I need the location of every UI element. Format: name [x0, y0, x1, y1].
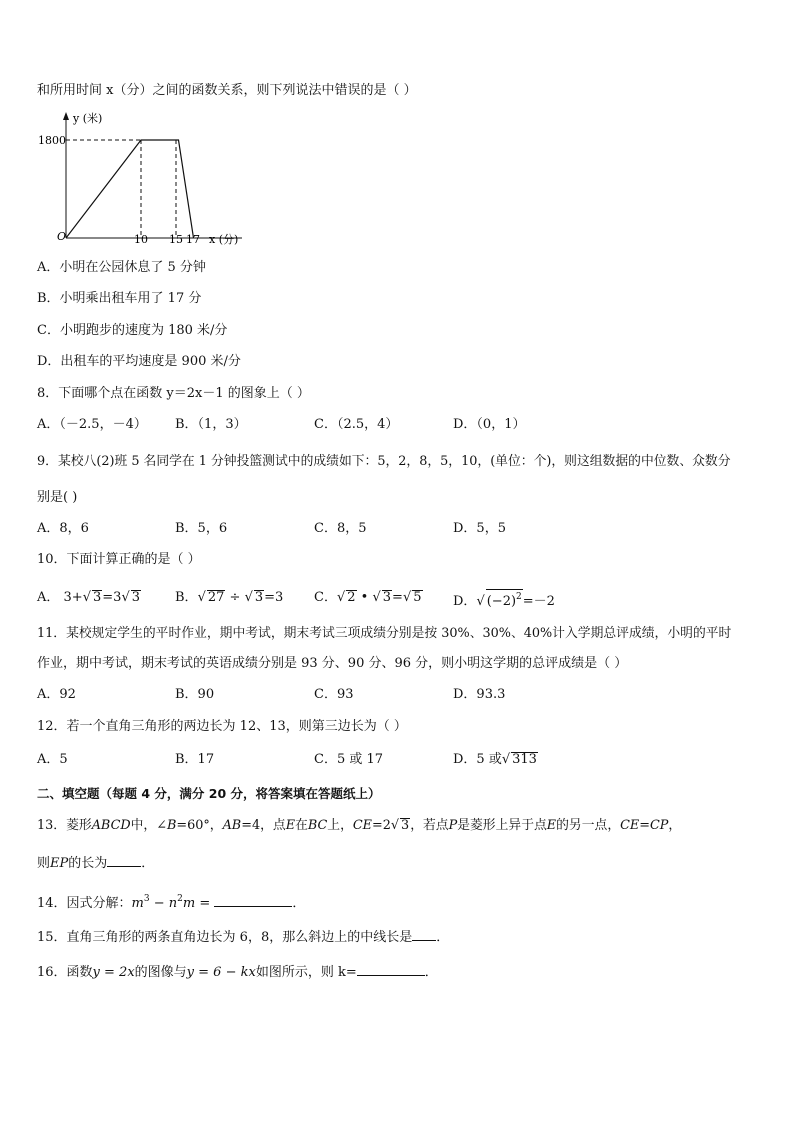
q14-var: n	[168, 896, 178, 911]
q13-text: =	[639, 818, 650, 833]
q10-a-prefix: A． 3+	[37, 590, 83, 605]
q7-option-b: B．小明乘出租车用了 17 分	[37, 291, 202, 306]
distance-time-line	[66, 140, 194, 238]
q13-text: 的长为	[68, 856, 108, 871]
q14-text: ．	[292, 896, 306, 911]
q8-option-d: D．（0，1）	[453, 417, 526, 432]
y-axis-label: y (米)	[73, 112, 103, 125]
q8-option-a: A．（－2.5，－4）	[37, 417, 147, 432]
q13-var: CE	[620, 818, 640, 833]
q9-option-b: B．5，6	[175, 521, 228, 536]
q7-option-c: C．小明跑步的速度为 180 米/分	[37, 323, 228, 338]
q14-exponent: 3	[143, 894, 150, 904]
q11-option-a: A．92	[37, 687, 76, 702]
q16-text: 的图像与	[134, 965, 187, 980]
q12-option-d	[453, 751, 538, 769]
q10-b-eq: =3	[264, 590, 284, 605]
q12-stem: 12．若一个直角三角形的两边长为 12、13，则第三边长为（ ）	[37, 719, 407, 734]
q8-option-c: C．（2.5，4）	[314, 417, 399, 432]
q8-option-b: B．（1，3）	[175, 417, 247, 432]
q16-answer-blank[interactable]	[357, 962, 425, 976]
q10-d-prefix: D．	[453, 594, 477, 609]
q15-answer-blank[interactable]	[412, 927, 436, 941]
q13-text: =2	[372, 818, 391, 833]
q10-a-radicand: 3	[92, 590, 102, 605]
q15-text: 15．直角三角形的两条直角边长为 6，8，那么斜边上的中线长是	[37, 930, 413, 945]
q13-text: =4，点	[241, 818, 286, 833]
q10-c-radicand-2: 3	[382, 590, 392, 605]
q12-option-a: A．5	[37, 752, 68, 767]
q13-text: 的另一点，	[556, 818, 621, 833]
q12-option-b: B．17	[175, 752, 215, 767]
sqrt-symbol: √	[402, 590, 412, 605]
q10-b-prefix: B．	[175, 590, 198, 605]
q13-text: 13．菱形	[37, 818, 92, 833]
q13-line-2	[37, 853, 154, 873]
q11-stem: 11．某校规定学生的平时作业，期中考试，期末考试三项成绩分别是按 30%、30%、40%计入学期总评成绩，小明的平时	[37, 626, 732, 641]
x-tick-10: 10	[134, 233, 148, 246]
q10-b-radicand-2: 3	[254, 590, 264, 605]
sqrt-symbol: √	[336, 590, 346, 605]
q10-d-eq: =－2	[522, 594, 555, 609]
q7-option-d: D．出租车的平均速度是 900 米/分	[37, 354, 241, 369]
q16-text: ．	[424, 965, 438, 980]
q14-text: 14．因式分解：	[37, 896, 132, 911]
sqrt-symbol: √	[244, 590, 253, 605]
q14-var: m	[131, 896, 144, 911]
q10-option-b	[175, 589, 283, 607]
q10-c-radicand-3: 5	[413, 590, 422, 605]
sqrt-symbol: √	[501, 752, 511, 767]
x-tick-15: 15	[169, 233, 183, 246]
q10-option-c	[314, 589, 423, 607]
q12-d-radicand: 313	[512, 752, 537, 767]
q13-text: 是菱形上异于点	[457, 818, 547, 833]
q10-a-radicand-2: 3	[131, 590, 141, 605]
sqrt-symbol: √	[390, 818, 400, 833]
q13-text: 上，	[327, 818, 353, 833]
y-tick-1800: 1800	[38, 134, 66, 147]
q13-text: ，	[668, 818, 682, 833]
q13-text: =60°，	[176, 818, 223, 833]
q13-var: P	[448, 818, 458, 833]
origin-label: O	[57, 230, 67, 243]
q10-c-prefix: C．	[314, 590, 337, 605]
q10-d-radicand	[486, 589, 523, 609]
q12-option-c: C．5 或 17	[314, 752, 384, 767]
x-tick-17: 17	[186, 233, 200, 246]
q13-var: AB	[222, 818, 242, 833]
q11-option-b: B．90	[175, 687, 215, 702]
q13-text: ．	[141, 856, 155, 871]
q13-answer-blank[interactable]	[107, 853, 141, 867]
q16-line	[37, 962, 438, 982]
q14-text: =	[195, 896, 215, 911]
sqrt-symbol: √	[372, 590, 381, 605]
q13-text: 在	[295, 818, 308, 833]
q13-text: 则	[37, 856, 51, 871]
q10-d-exponent: 2	[516, 592, 522, 602]
q13-var: CP	[649, 818, 669, 833]
q9-option-c: C．8，5	[314, 521, 367, 536]
q13-radicand: 3	[401, 818, 410, 833]
q9-option-d: D．5，5	[453, 521, 506, 536]
q13-var: CE	[352, 818, 372, 833]
q13-var: E	[546, 818, 557, 833]
q13-var: E	[285, 818, 296, 833]
q13-var: BC	[307, 818, 328, 833]
q14-text: −	[149, 896, 169, 911]
q7-option-a: A．小明在公园休息了 5 分钟	[37, 260, 206, 275]
q11-stem-2: 作业，期中考试，期末考试的英语成绩分别是 93 分、90 分、96 分，则小明这学期的总评成绩是（ ）	[37, 656, 628, 671]
sqrt-symbol: √	[121, 590, 130, 605]
q14-line	[37, 890, 305, 913]
q10-c-dot: •	[356, 590, 373, 605]
section-fill-blank-heading: 二、填空题（每题 4 分，满分 20 分，将答案填在答题纸上）	[37, 786, 381, 801]
q10-a-eq: =3	[102, 590, 122, 605]
q11-option-d: D．93.3	[453, 687, 506, 702]
q14-var: m	[182, 896, 196, 911]
sqrt-symbol: √	[197, 590, 206, 605]
q7-graph	[37, 108, 252, 250]
q10-b-div: ÷	[225, 590, 245, 605]
q9-stem: 9．某校八(2)班 5 名同学在 1 分钟投篮测试中的成绩如下：5，2，8，5，10，(单位：个)，则这组数据的中位数、众数分	[37, 454, 731, 469]
sqrt-symbol: √	[476, 594, 485, 609]
q16-text: 如图所示，则 k=	[255, 965, 357, 980]
q10-c-eq: =	[392, 590, 403, 605]
q12-d-prefix: D．5 或	[453, 752, 502, 767]
q10-stem: 10．下面计算正确的是（ ）	[37, 552, 201, 567]
q11-option-c: C．93	[314, 687, 354, 702]
q13-text: 中，∠	[130, 818, 167, 833]
q10-option-a	[37, 589, 141, 607]
q16-formula: y = 6 − kx	[186, 965, 256, 980]
q15-line	[37, 927, 449, 947]
x-axis-label: x (分)	[209, 233, 239, 246]
sqrt-symbol: √	[82, 590, 91, 605]
q8-stem: 8．下面哪个点在函数 y＝2x－1 的图象上（ ）	[37, 386, 310, 401]
q13-text: ，若点	[410, 818, 449, 833]
q10-option-d	[453, 589, 555, 611]
q10-d-base: (−2)	[486, 594, 517, 609]
q13-var: B	[166, 818, 177, 833]
q13-line-1	[37, 817, 681, 835]
q13-var: EP	[50, 856, 69, 871]
q10-b-radicand: 27	[207, 590, 225, 605]
q16-text: 16．函数	[37, 965, 93, 980]
q14-answer-blank[interactable]	[214, 893, 292, 907]
q16-formula: y = 2x	[92, 965, 135, 980]
q9-stem-2: 别是( )	[37, 490, 78, 505]
q10-c-radicand: 2	[347, 590, 356, 605]
q14-exponent: 2	[177, 894, 183, 904]
q13-var: ABCD	[91, 818, 131, 833]
q7-stem: 和所用时间 x（分）之间的函数关系，则下列说法中错误的是（ ）	[37, 83, 417, 98]
q15-text: ．	[436, 930, 450, 945]
q9-option-a: A．8，6	[37, 521, 89, 536]
